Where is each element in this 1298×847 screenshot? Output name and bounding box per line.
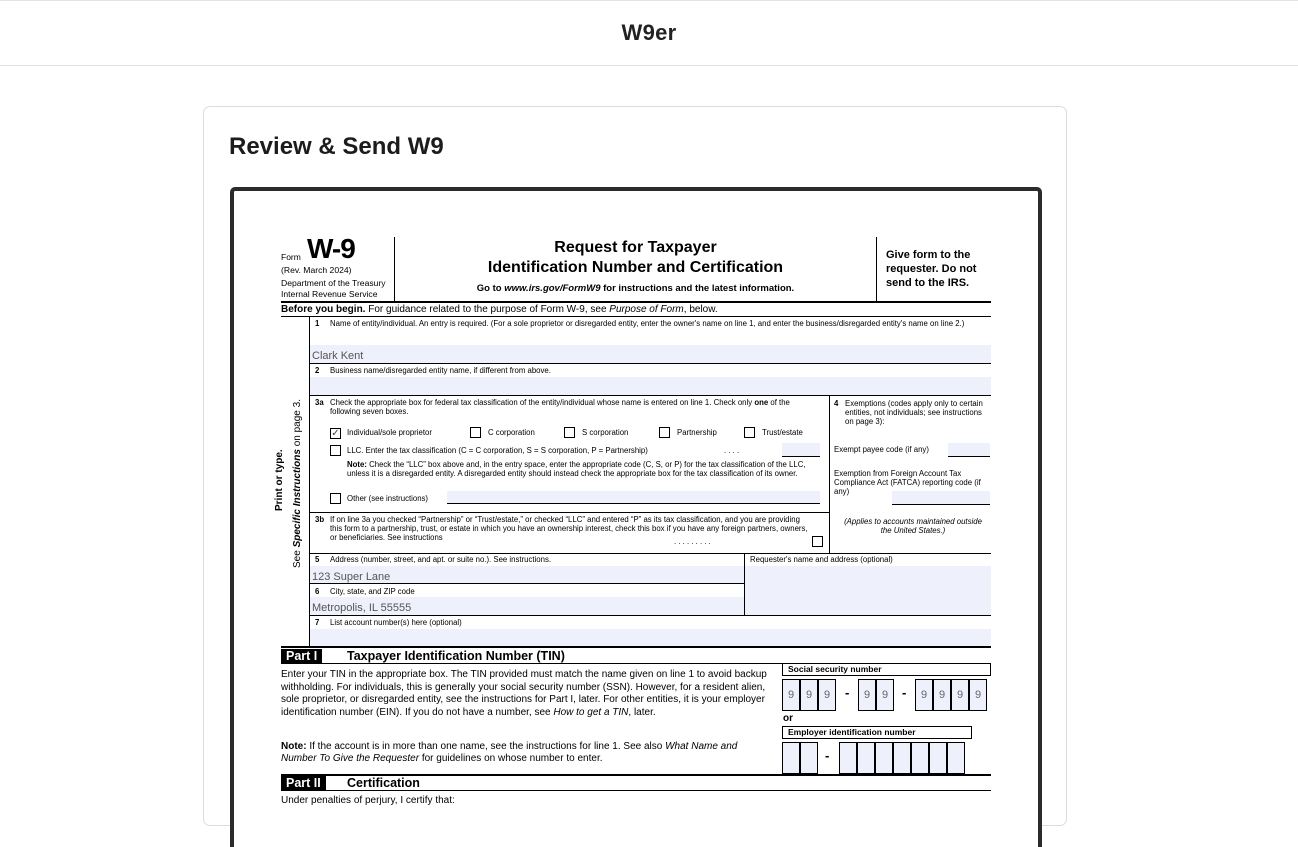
llc-dots: . . . . [724,446,740,455]
tin-instructions [281,669,769,719]
note2-text: If the account is in more than one name, see the instructions for line 1. See also [306,741,666,752]
ein-digit[interactable] [875,742,893,774]
give-form-3: send to the IRS. [886,277,970,289]
ein-digit[interactable] [893,742,911,774]
partnership-checkbox[interactable] [659,427,670,438]
line2-label: Business name/disregarded entity name, if different from above. [330,366,551,375]
line3a-post: of the following seven boxes. [330,398,790,416]
ssn-digit[interactable]: 9 [858,679,876,711]
rule [829,396,830,553]
before-you-begin [281,304,718,316]
ssn-digit[interactable]: 9 [800,679,818,711]
line4-num: 4 [834,399,839,408]
form-word: Form [281,252,301,262]
rule [310,553,991,554]
ssn-digit[interactable]: 9 [933,679,951,711]
line7-field[interactable] [310,629,991,646]
llc-note [347,461,822,479]
give-form-1: Give form to the [886,249,971,261]
line3a-num: 3a [315,398,324,407]
trust-label: Trust/estate [762,428,803,437]
exempt-payee-label: Exempt payee code (if any) [834,445,929,454]
line3a-pre: Check the appropriate box for federal tax classification of the entity/individual whose name is entered on line 1. Check only [330,398,755,407]
or-label: or [783,713,793,724]
line7-label: List account number(s) here (optional) [330,618,462,627]
form-title-line2: Identification Number and Certification [487,259,784,276]
form-title-line1: Request for Taxpayer [554,239,717,256]
foreign-partners-checkbox[interactable] [812,536,823,547]
other-checkbox[interactable] [330,493,341,504]
rule [310,512,829,513]
rule [310,583,744,584]
other-line [447,503,820,504]
line2-num: 2 [315,366,320,375]
line1-label: Name of entity/individual. An entry is required. (For a sole proprietor or disregarded entity, enter the owner's name on line 1, and enter the business/disregarded entity's name on line 2.) [330,319,965,328]
line4-label: Exemptions (codes apply only to certain entities, not individuals; see instructions on page 3): [845,399,983,426]
ccorp-checkbox[interactable] [470,427,481,438]
note2-end: for guidelines on whose number to enter. [419,753,603,764]
line2-field[interactable] [310,377,991,395]
rule [310,615,991,616]
before-text: For guidance related to the purpose of Form W-9, see [365,304,610,315]
ein-digit[interactable] [800,742,818,774]
page-title: Review & Send W9 [229,133,444,160]
individual-label: Individual/sole proprietor [347,428,432,437]
scorp-label: S corporation [582,428,629,437]
line1-field[interactable] [310,345,991,363]
llc-code-field[interactable] [782,443,820,457]
fatca-field[interactable] [892,491,990,505]
rule [281,316,991,317]
line6-label: City, state, and ZIP code [330,587,415,596]
ein-digit[interactable] [857,742,875,774]
line3b-num: 3b [315,515,325,524]
ssn-dash: - [845,685,850,700]
fatca-label: Exemption from Foreign Account Tax Compliance Act (FATCA) reporting code (if any) [834,469,981,496]
ssn-digit[interactable]: 9 [915,679,933,711]
exempt-payee-line [948,456,990,457]
note2-bold: Note: [281,741,307,752]
perjury-text: Under penalties of perjury, I certify that: [281,795,455,806]
part2-label: Part II [281,776,326,790]
ein-digit[interactable] [911,742,929,774]
ssn-dash: - [902,685,907,700]
ssn-digit[interactable]: 9 [782,679,800,711]
side-label-instructions [292,368,304,568]
line5-value: 123 Super Lane [312,571,391,583]
part1-label: Part I [281,649,322,663]
tin-text: Enter your TIN in the appropriate box. The TIN provided must match the name given on line 1 to avoid backup withholding. For individuals, this is generally your social security number (SSN). However, for a resident alien, sole proprietor, or disregarded entity, see the instructions for Part I, later. For other entities, it is your employer identification number (EIN). If you do not have a number, see [281,669,767,718]
ssn-digit[interactable]: 9 [969,679,987,711]
scorp-checkbox[interactable] [564,427,575,438]
form-irs: Internal Revenue Service [281,289,378,299]
tin-note [281,741,769,765]
rule [281,790,991,791]
goto-pre: Go to [476,283,505,294]
ein-digit[interactable] [839,742,857,774]
app-title: W9er [621,20,677,45]
app-header [0,0,1298,66]
other-label: Other (see instructions) [347,494,429,503]
w9-document-viewer[interactable] [230,187,1042,847]
before-bold: Before you begin. [281,304,366,315]
requester-field[interactable] [745,566,991,615]
side-post: on page 3. [292,399,303,450]
irs-link: www.irs.gov/FormW9 [504,283,601,294]
form-number: W-9 [307,233,355,264]
note-text: Check the “LLC” box above and, in the entry space, enter the appropriate code (C, S, or P) for the tax classification of the LLC, unless it is a disregarded entity. A disregarded entity should instead check the appropriate box for the tax classification of its owner. [347,460,806,478]
exempt-payee-field[interactable] [948,443,990,457]
line3a-label [330,399,820,417]
ssn-digit[interactable]: 9 [818,679,836,711]
form-revision: (Rev. March 2024) [281,265,352,275]
form-dept: Department of the Treasury [281,278,386,288]
trust-checkbox[interactable] [744,427,755,438]
requester-label: Requester's name and address (optional) [750,555,893,564]
llc-code-line [782,456,820,457]
partnership-label: Partnership [677,428,717,437]
ccorp-label: C corporation [488,428,535,437]
line6-num: 6 [315,587,320,596]
ein-digit[interactable] [929,742,947,774]
ein-digit[interactable] [947,742,965,774]
applies-note: (Applies to accounts maintained outside the United States.) [844,517,982,535]
divider [876,237,877,301]
side-label-print: Print or type. [274,449,285,511]
tin-end: , later. [628,706,656,718]
line6-value: Metropolis, IL 55555 [312,602,412,614]
line3a-bold: one [754,398,769,407]
fatca-line [892,504,990,505]
ein-dash: - [825,748,830,763]
note-bold: Note: [347,460,367,469]
ssn-digit[interactable]: 9 [951,679,969,711]
line5-label: Address (number, street, and apt. or suite no.). See instructions. [330,555,552,564]
goto-post: for instructions and the latest information. [600,283,795,294]
side-italic: Specific Instructions [292,449,303,548]
individual-checkbox[interactable]: ✓ [331,428,340,439]
llc-label: LLC. Enter the tax classification (C = C corporation, S = S corporation, P = Partnership) [347,446,648,455]
side-pre: See [292,547,303,568]
rule [281,646,991,648]
note2-italic: What Name and Number To Give the Requester [281,741,738,764]
rule [310,363,991,364]
review-card [203,106,1067,826]
form-goto [395,284,876,295]
ein-digit[interactable] [782,742,800,774]
ssn-digit[interactable]: 9 [876,679,894,711]
line3b-dots: . . . . . . . . . [674,537,711,546]
line1-num: 1 [315,319,320,328]
rule [310,395,991,396]
before-end: , below. [683,304,718,315]
ein-label: Employer identification number [782,726,972,739]
line3b-label: If on line 3a you checked “Partnership” or “Trust/estate,” or checked “LLC” and entered “P” as its tax classification, and you are providing this form to a partnership, trust, or estate in which you have an ownership interest, check this box if you have any foreign partners, owners, or beneficiaries. See instructions [330,515,808,542]
line5-num: 5 [315,555,320,564]
before-italic: Purpose of Form [609,304,684,315]
rule [281,301,991,303]
ssn-label: Social security number [782,663,991,676]
part2-title: Certification [347,776,420,790]
llc-checkbox[interactable] [330,445,341,456]
part1-title: Taxpayer Identification Number (TIN) [347,649,565,663]
line1-value: Clark Kent [312,350,364,362]
tin-italic: How to get a TIN [553,706,629,718]
line7-num: 7 [315,618,320,627]
give-form-2: requester. Do not [886,263,977,275]
